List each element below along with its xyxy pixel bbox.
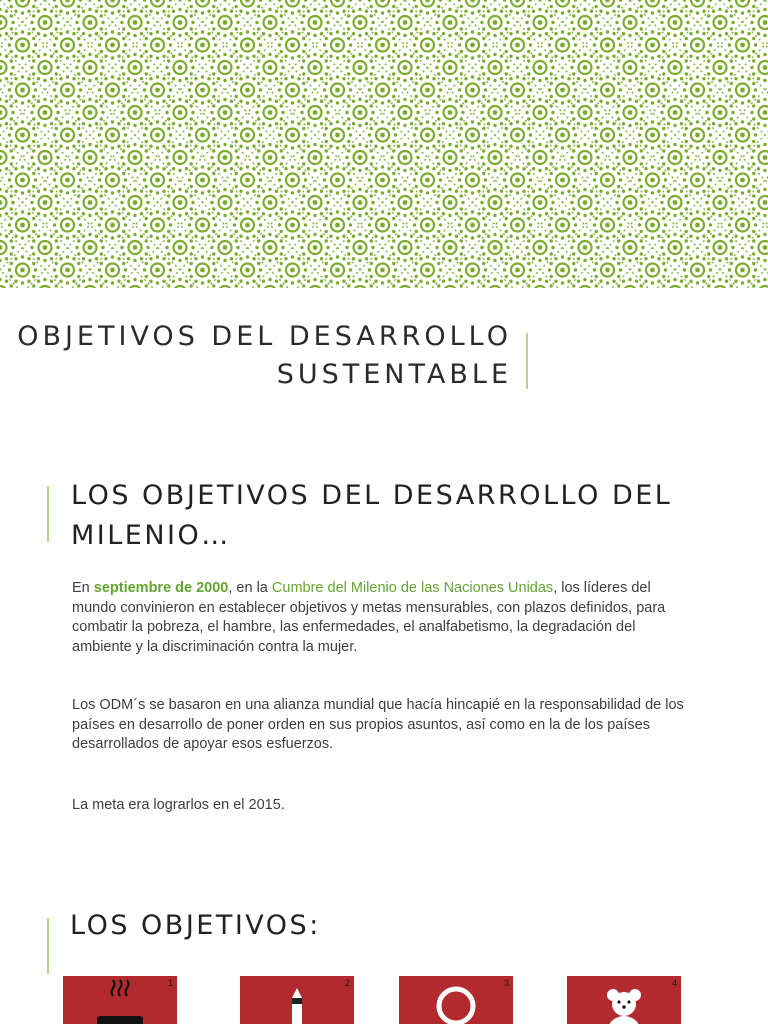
section-odm-heading-line-2: MILENIO… — [71, 520, 231, 551]
goal-tile-2 — [240, 976, 354, 1024]
paragraph-goal-year: La meta era lograrlos en el 2015. — [72, 797, 285, 813]
section-goals-heading: LOS OBJETIVOS: — [70, 910, 321, 941]
pencil-icon — [240, 976, 354, 1024]
goal-tile-4-number: 4 — [671, 978, 677, 988]
section-goals-accent-bar — [47, 918, 49, 974]
summit-link[interactable]: Cumbre del Milenio de las Naciones Unidas — [271, 580, 554, 596]
title-accent-bar — [526, 333, 528, 389]
paragraph-summit — [72, 579, 692, 657]
circular-dots-pattern-icon — [0, 0, 768, 288]
p1-post: , los líderes del mundo convinieron en establecer objetivos y metas mensurables, con plazos definidos, para combatir la pobreza, el hambre, las enfermedades, el analfabetismo, la degradación del ambiente y la discriminación contra la mujer. — [72, 580, 666, 655]
p1-mid: , en la — [228, 580, 272, 596]
goal-tile-2-number: 2 — [344, 978, 350, 988]
p1-pre: En — [72, 580, 94, 596]
goal-tile-4 — [567, 976, 681, 1024]
pattern-banner — [0, 0, 768, 288]
section-odm-accent-bar — [47, 486, 49, 542]
p1-date: septiembre de 2000 — [93, 580, 229, 596]
paragraph-alliance: Los ODM´s se basaron en una alianza mundial que hacía hincapié en la responsabilidad de los países en desarrollo de poner orden en sus propios asuntos, así como en la de los países desarrollados de apoyar esos esfuerzos. — [72, 697, 684, 752]
goal-tile-1-number: 1 — [167, 978, 173, 988]
goal-tile-1 — [63, 976, 177, 1024]
title-line-2: SUSTENTABLE — [276, 359, 512, 390]
bowl-icon — [63, 976, 177, 1024]
section-odm-heading-line-1: LOS OBJETIVOS DEL DESARROLLO DEL — [71, 480, 673, 511]
goal-tile-3-number: 3 — [503, 978, 509, 988]
goal-tile-3 — [399, 976, 513, 1024]
title-line-1: OBJETIVOS DEL DESARROLLO — [17, 321, 512, 352]
teddy-bear-icon — [567, 976, 681, 1024]
title-block — [17, 318, 512, 394]
ring-icon — [399, 976, 513, 1024]
